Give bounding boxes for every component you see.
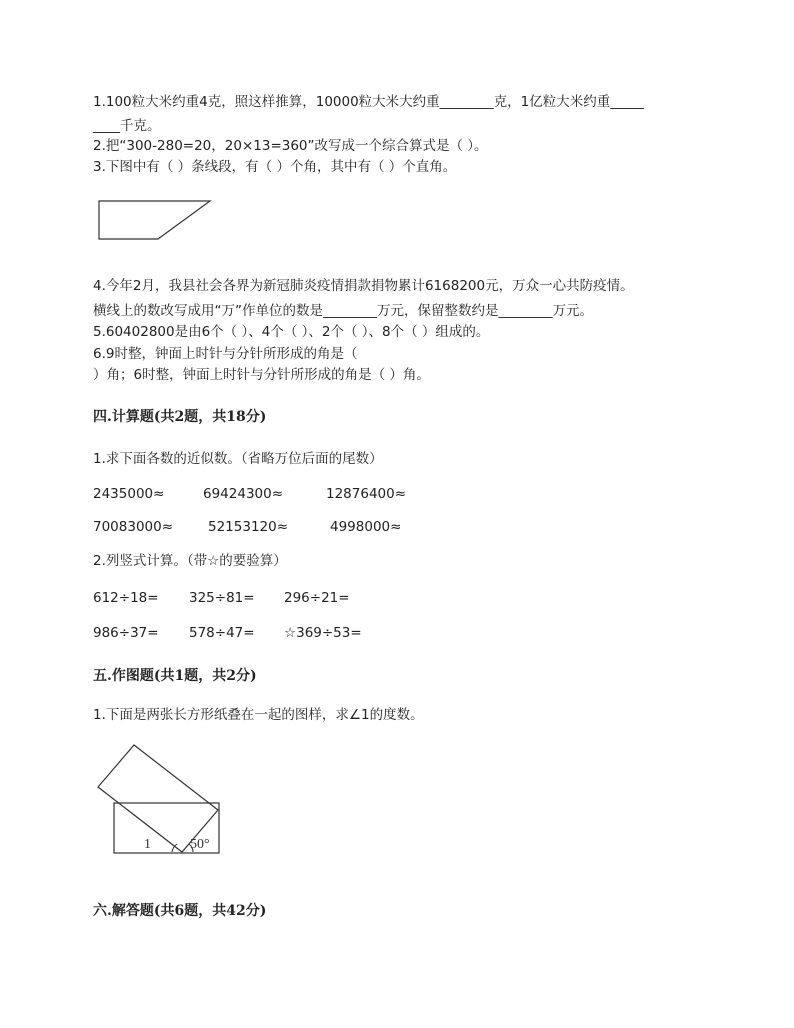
calc-item: 986÷37= xyxy=(93,625,159,641)
q2-text: 2.把“300-280=20，20×13=360”改写成一个综合算式是（ ）。 xyxy=(93,138,488,154)
overlapping-rectangles-figure xyxy=(95,742,230,857)
q3-text: 3.下图中有（ ）条线段，有（ ）个角，其中有（ ）个直角。 xyxy=(93,159,457,175)
q1-line2: ____千克。 xyxy=(93,118,161,134)
q4-line1: 4.今年2月，我县社会各界为新冠肺炎疫情捐款捐物累计6168200元，万众一心共防疫情。 xyxy=(93,278,634,294)
calc-item: 578÷47= xyxy=(189,625,255,641)
approx-item: 52153120≈ xyxy=(208,519,289,535)
calc-item: 325÷81= xyxy=(189,590,255,606)
section5-heading: 五.作图题(共1题，共2分) xyxy=(93,668,257,684)
approx-item: 70083000≈ xyxy=(93,519,174,535)
q6-line1: 6.9时整，钟面上时针与分针所形成的角是（ xyxy=(93,346,358,362)
angle-50-label: 50° xyxy=(190,837,210,852)
approx-item: 4998000≈ xyxy=(330,519,402,535)
angle-1-label: 1 xyxy=(144,837,151,852)
section5-q1: 1.下面是两张长方形纸叠在一起的图样，求∠1的度数。 xyxy=(93,707,424,723)
calc-item: ☆369÷53= xyxy=(284,625,362,641)
q1-line1: 1.100粒大米约重4克，照这样推算，10000粒大米大约重________克，1亿粒大米约重_____ xyxy=(93,94,645,110)
q6-line2: ）角；6时整，钟面上时针与分针所形成的角是（ ）角。 xyxy=(93,367,430,383)
calc-item: 612÷18= xyxy=(93,590,159,606)
section4-q2: 2.列竖式计算。（带☆的要验算） xyxy=(93,553,287,569)
approx-item: 2435000≈ xyxy=(93,486,165,502)
approx-item: 69424300≈ xyxy=(203,486,284,502)
calc-item: 296÷21= xyxy=(284,590,350,606)
trapezoid-figure xyxy=(96,198,216,243)
approx-item: 12876400≈ xyxy=(326,486,407,502)
section4-heading: 四.计算题(共2题，共18分) xyxy=(93,409,267,425)
q5-text: 5.60402800是由6个（ ）、4个（ ）、2个（ ）、8个（ ）组成的。 xyxy=(93,324,490,340)
section6-heading: 六.解答题(共6题，共42分) xyxy=(93,903,267,919)
q4-line2: 横线上的数改写成用“万”作单位的数是________万元，保留整数约是________万元。 xyxy=(93,303,593,319)
section4-q1: 1.求下面各数的近似数。（省略万位后面的尾数） xyxy=(93,451,383,467)
